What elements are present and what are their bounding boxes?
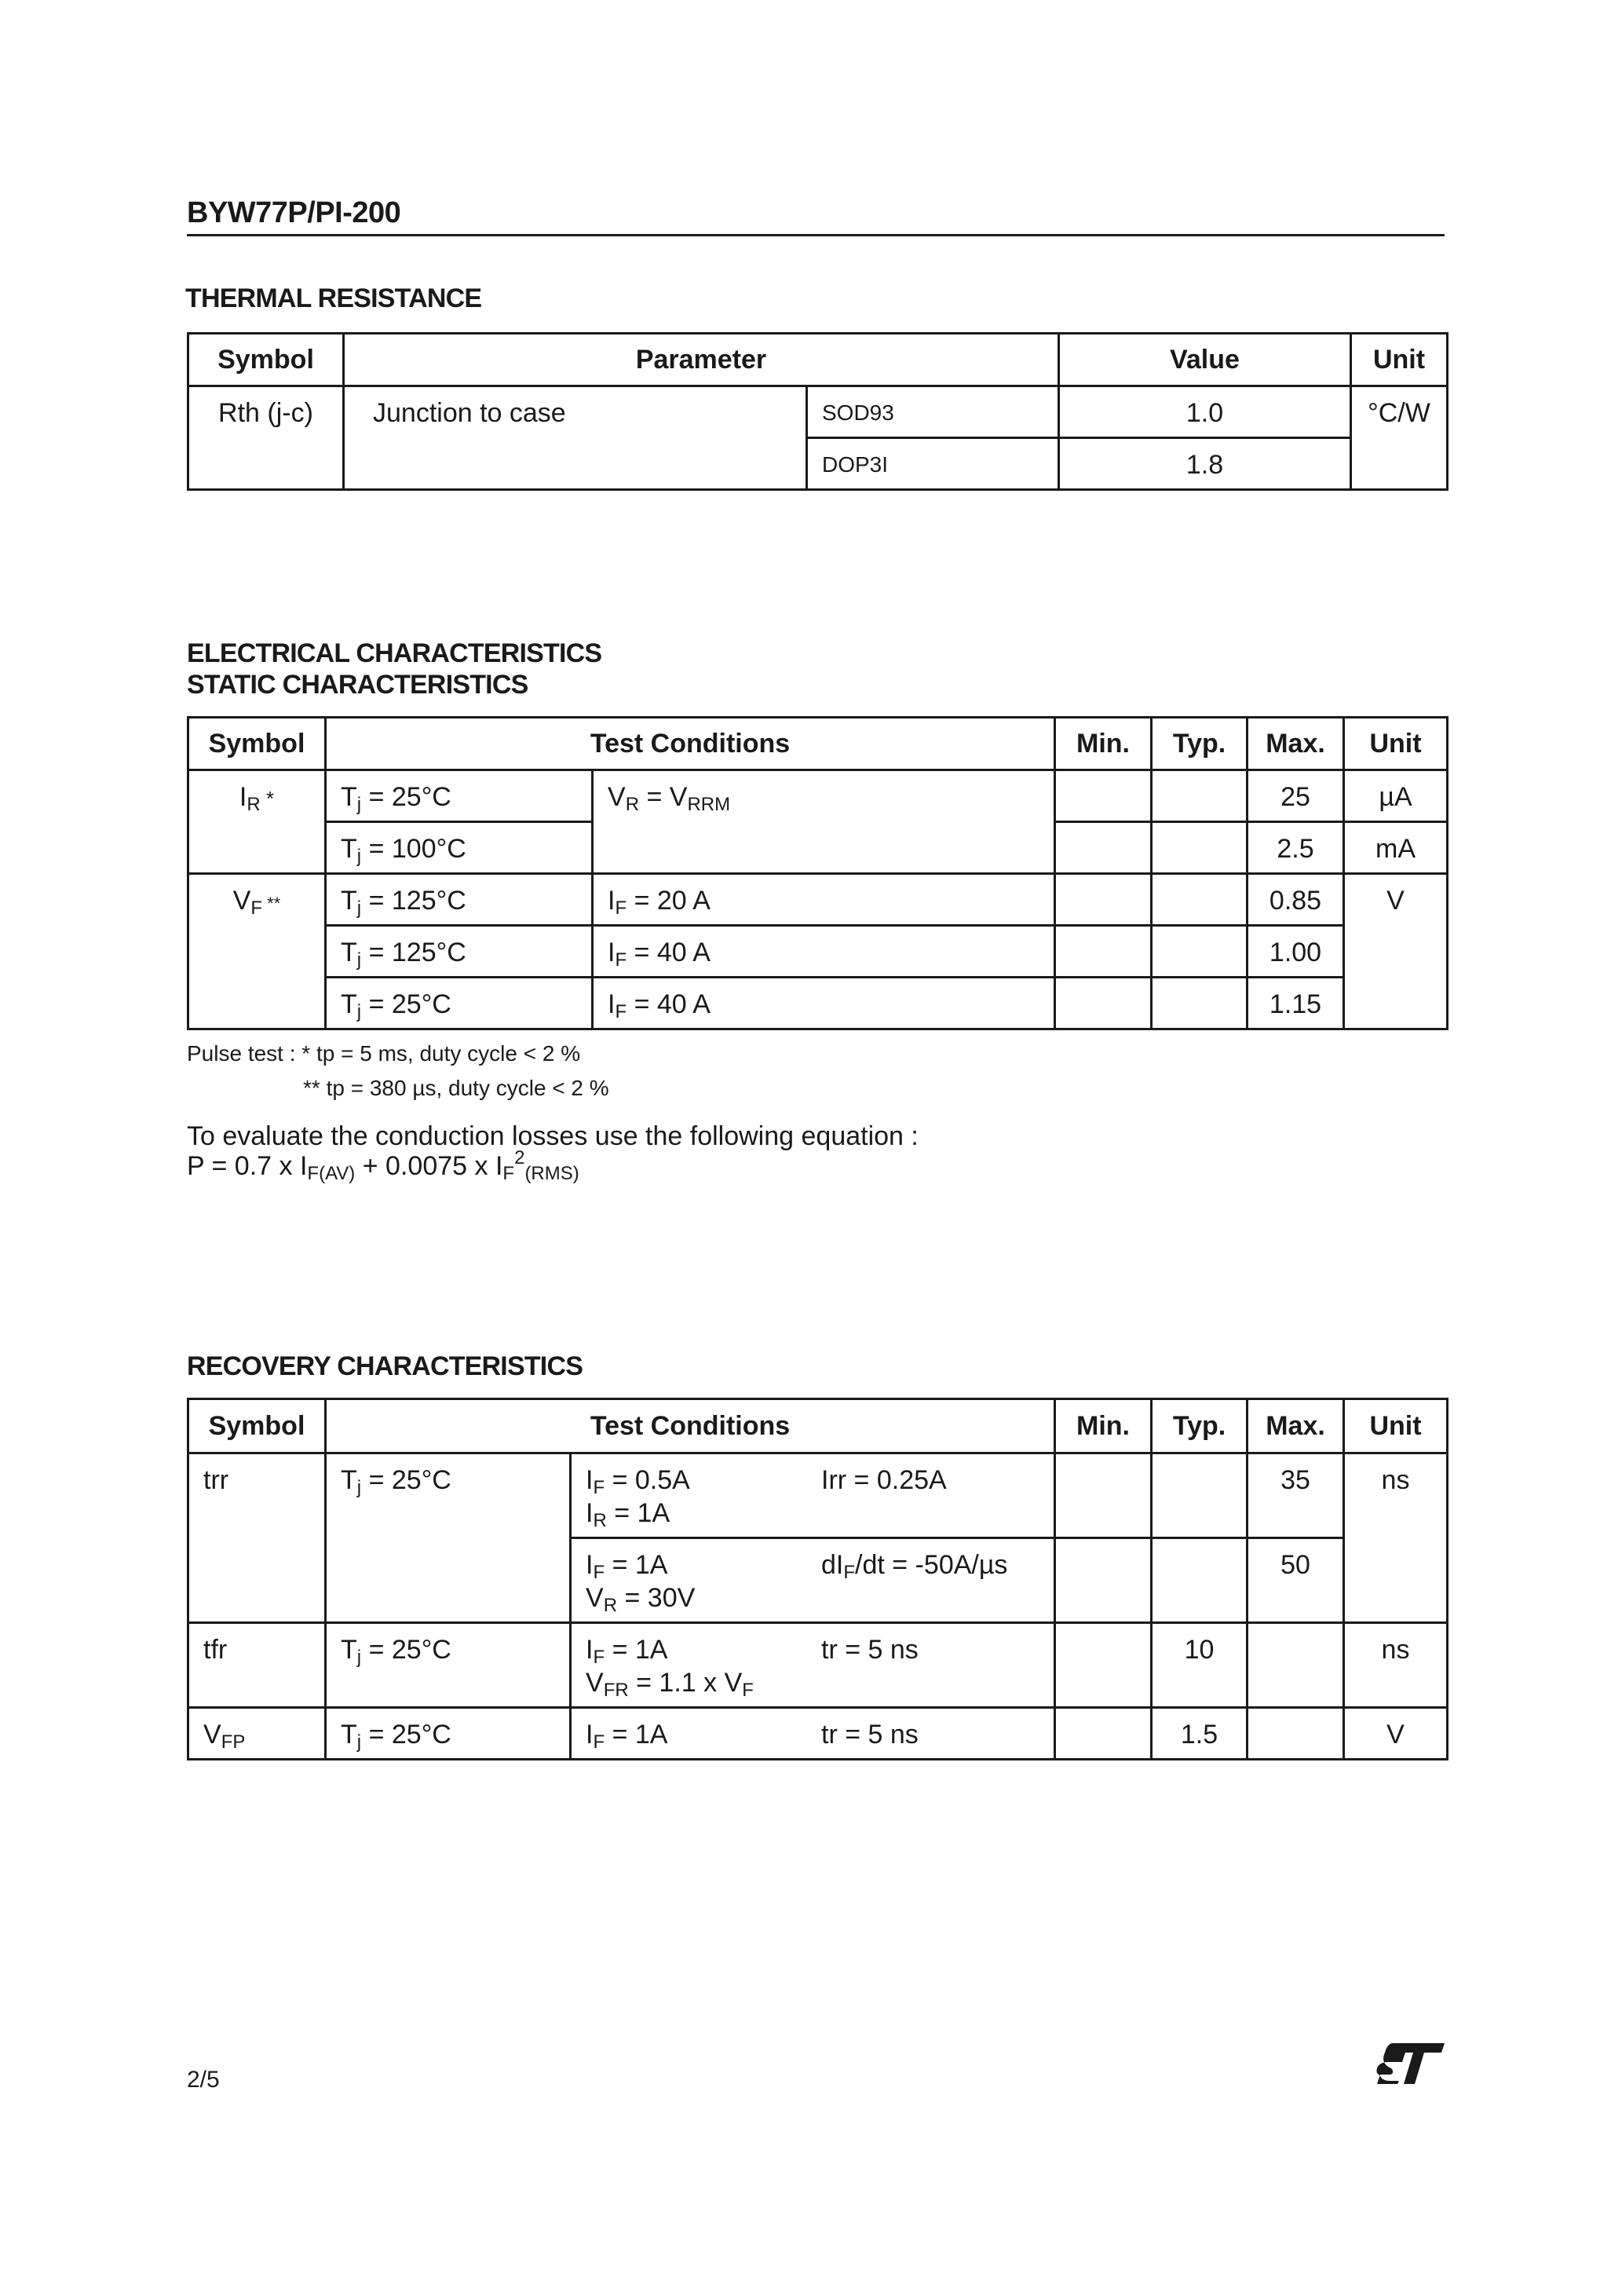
vf-symbol: $V_F$ ** <box>188 874 326 1029</box>
pulse-note-1: Pulse test : * tp = 5 ms, duty cycle < 2 % <box>187 1041 581 1066</box>
electrical-heading: ELECTRICAL CHARACTERISTICS <box>187 638 602 668</box>
tfr-condition: $I_F = 1A$ tr = 5 ns $V_{FR} = 1.1$ x $V_F$ <box>571 1623 1055 1708</box>
unit-cell: V <box>1344 1708 1448 1760</box>
typ-cell <box>1152 874 1248 926</box>
trr-condition-1: $I_F = 0.5A$ Irr = 0.25A $I_R = 1A$ <box>571 1453 1055 1538</box>
max-cell: 2.5 <box>1248 822 1344 874</box>
recovery-header-max: Max. <box>1248 1399 1344 1453</box>
page-number: 2/5 <box>187 2067 220 2093</box>
static-heading: STATIC CHARACTERISTICS <box>187 670 528 700</box>
trr-condition-2: $I_F = 1A$ $dI_F/dt = -50A/\mu s$ $V_R = 30V$ <box>571 1538 1055 1623</box>
max-cell: 1.00 <box>1248 926 1344 978</box>
recovery-header-conditions: Test Conditions <box>326 1399 1055 1453</box>
static-header-symbol: Symbol <box>188 718 326 770</box>
tj-condition: $T_j = 25^\circ C$ <box>326 1708 571 1760</box>
title-rule <box>187 234 1445 236</box>
typ-cell <box>1152 978 1248 1029</box>
typ-cell: 10 <box>1152 1623 1248 1708</box>
vfp-symbol: $V_{FP}$ <box>188 1708 326 1760</box>
tfr-symbol: tfr <box>188 1623 326 1708</box>
thermal-heading: THERMAL RESISTANCE <box>185 283 482 313</box>
min-cell <box>1055 1453 1152 1538</box>
equation-intro: To evaluate the conduction losses use the following equation : <box>187 1121 919 1151</box>
unit-cell: mA <box>1344 822 1448 874</box>
if-condition: $I_F = 20$ A <box>593 874 1055 926</box>
unit-cell: µA <box>1344 770 1448 822</box>
min-cell <box>1055 926 1152 978</box>
thermal-header-unit: Unit <box>1351 334 1448 386</box>
unit-cell: ns <box>1344 1453 1448 1623</box>
thermal-unit: °C/W <box>1351 386 1448 490</box>
tj-condition: $T_j = 100^\circ C$ <box>326 822 593 874</box>
thermal-header-symbol: Symbol <box>188 334 344 386</box>
tj-condition: $T_j = 125^\circ C$ <box>326 874 593 926</box>
unit-cell: ns <box>1344 1623 1448 1708</box>
recovery-header-typ: Typ. <box>1152 1399 1248 1453</box>
typ-cell <box>1152 926 1248 978</box>
if-condition: $I_F = 40$ A <box>593 978 1055 1029</box>
if-condition: $I_F = 40$ A <box>593 926 1055 978</box>
recovery-heading: RECOVERY CHARACTERISTICS <box>187 1351 583 1381</box>
tj-condition: $T_j = 25^\circ C$ <box>326 978 593 1029</box>
typ-cell <box>1152 1538 1248 1623</box>
recovery-header-symbol: Symbol <box>188 1399 326 1453</box>
max-cell: 1.15 <box>1248 978 1344 1029</box>
document-title: BYW77P/PI-200 <box>187 196 401 229</box>
max-cell: 0.85 <box>1248 874 1344 926</box>
pulse-note-2: ** tp = 380 µs, duty cycle < 2 % <box>303 1076 609 1100</box>
thermal-header-value: Value <box>1059 334 1351 386</box>
max-cell: 50 <box>1248 1538 1344 1623</box>
tj-condition: $T_j = 125^\circ C$ <box>326 926 593 978</box>
min-cell <box>1055 978 1152 1029</box>
static-header-max: Max. <box>1248 718 1344 770</box>
static-header-unit: Unit <box>1344 718 1448 770</box>
ir-symbol: $I_R$ * <box>188 770 326 874</box>
typ-cell <box>1152 1453 1248 1538</box>
unit-cell: V <box>1344 874 1448 1029</box>
static-header-conditions: Test Conditions <box>326 718 1055 770</box>
min-cell <box>1055 770 1152 822</box>
thermal-value: 1.8 <box>1059 438 1351 490</box>
min-cell <box>1055 1623 1152 1708</box>
recovery-header-min: Min. <box>1055 1399 1152 1453</box>
static-header-typ: Typ. <box>1152 718 1248 770</box>
equation: P = 0.7 x $I_{F(AV)} + 0.0075$ x $I_F^2_{(RMS)}$ <box>187 1147 579 1184</box>
thermal-table <box>187 332 1448 491</box>
thermal-package: SOD93 <box>807 386 1059 438</box>
thermal-header-parameter: Parameter <box>344 334 1059 386</box>
min-cell <box>1055 874 1152 926</box>
recovery-header-unit: Unit <box>1344 1399 1448 1453</box>
typ-cell: 1.5 <box>1152 1708 1248 1760</box>
min-cell <box>1055 1538 1152 1623</box>
typ-cell <box>1152 822 1248 874</box>
tj-condition: $T_j = 25^\circ C$ <box>326 1453 571 1623</box>
min-cell <box>1055 822 1152 874</box>
vr-condition: $V_R = V_{RRM}$ <box>593 770 1055 874</box>
tj-condition: $T_j = 25^\circ C$ <box>326 1623 571 1708</box>
max-cell <box>1248 1623 1344 1708</box>
max-cell: 35 <box>1248 1453 1344 1538</box>
static-header-min: Min. <box>1055 718 1152 770</box>
thermal-symbol: Rth (j-c) <box>188 386 344 490</box>
tj-condition: $T_j = 25^\circ C$ <box>326 770 593 822</box>
thermal-parameter: Junction to case <box>344 386 807 490</box>
max-cell: 25 <box>1248 770 1344 822</box>
thermal-value: 1.0 <box>1059 386 1351 438</box>
max-cell <box>1248 1708 1344 1760</box>
thermal-package: DOP3I <box>807 438 1059 490</box>
st-logo-icon <box>1375 2042 1446 2086</box>
trr-symbol: trr <box>188 1453 326 1623</box>
vfp-condition: $I_F = 1A$ tr = 5 ns <box>571 1708 1055 1760</box>
static-table <box>187 716 1448 1030</box>
typ-cell <box>1152 770 1248 822</box>
min-cell <box>1055 1708 1152 1760</box>
recovery-table <box>187 1398 1448 1760</box>
